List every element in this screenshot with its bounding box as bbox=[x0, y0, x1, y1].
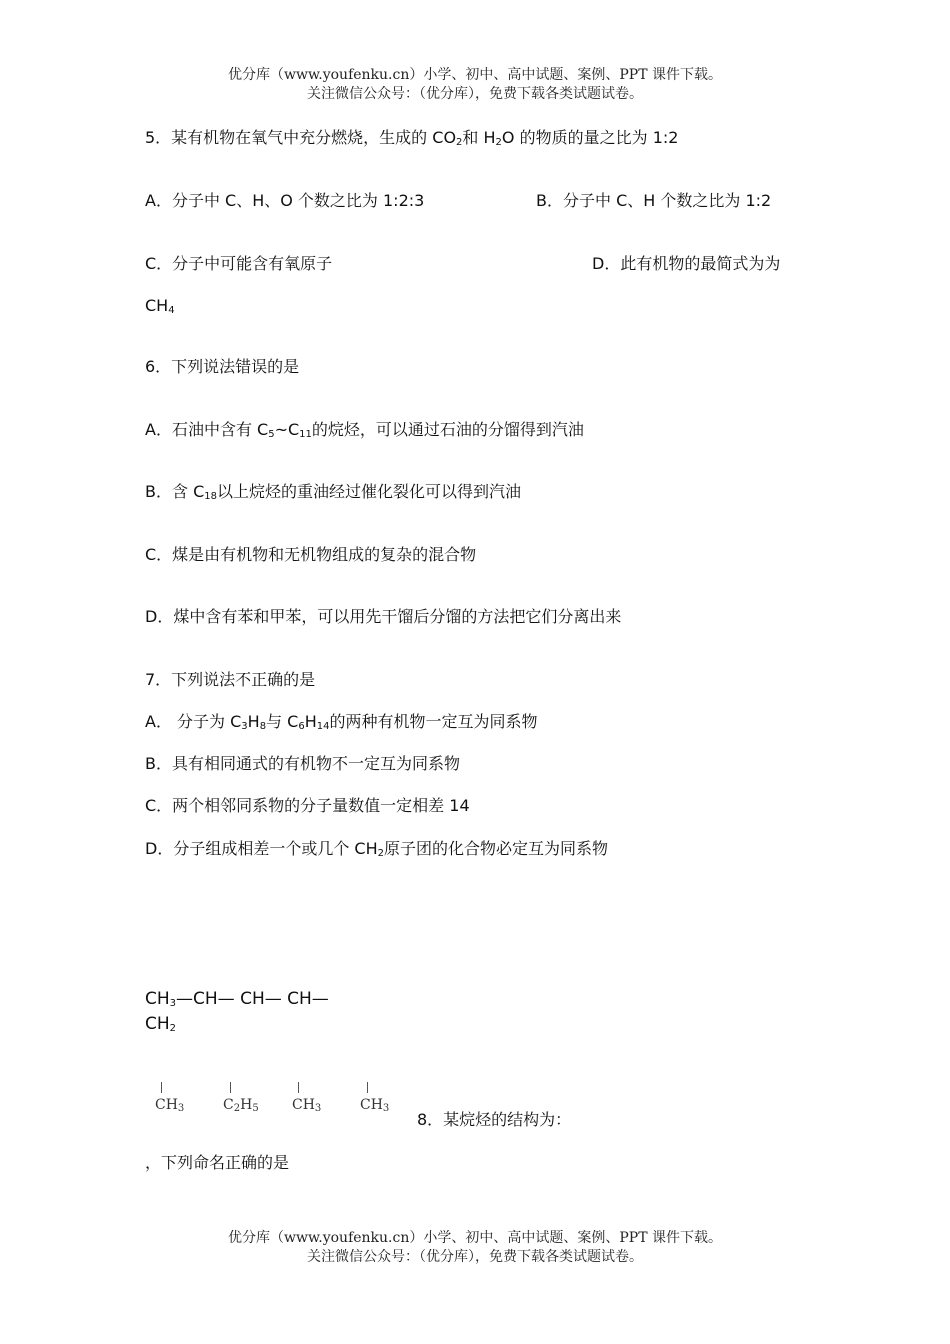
substituent-ch3-1: $CH_3$ bbox=[155, 1097, 185, 1114]
q7-option-c: C．两个相邻同系物的分子量数值一定相差 14 bbox=[145, 796, 470, 815]
footer-line-1: 优分库（www.youfenku.cn）小学、初中、高中试题、案例、PPT 课件下载。 bbox=[227, 1230, 722, 1246]
footer-line-2: 关注微信公众号：（优分库），免费下载各类试题试卷。 bbox=[307, 1249, 643, 1265]
q5-option-a: A．分子中 C、H、O 个数之比为 1:2:3 bbox=[145, 191, 425, 210]
header-line-1: 优分库（www.youfenku.cn）小学、初中、高中试题、案例、PPT 课件下载。 bbox=[227, 67, 722, 83]
q6-option-a: A．石油中含有 $C_5\sim C_{11}$的烷烃，可以通过石油的分馏得到汽油 bbox=[145, 420, 584, 440]
q7-stem: 7．下列说法不正确的是 bbox=[145, 670, 316, 689]
q7-option-b: B．具有相同通式的有机物不一定互为同系物 bbox=[145, 754, 460, 773]
header-line-2: 关注微信公众号：（优分库），免费下载各类试题试卷。 bbox=[307, 86, 643, 102]
bond-2 bbox=[230, 1082, 231, 1093]
q8-main-chain: $CH_3—CH—$ CH— CH— bbox=[145, 989, 329, 1009]
q6-option-c: C．煤是由有机物和无机物组成的复杂的混合物 bbox=[145, 545, 477, 564]
bond-3 bbox=[298, 1082, 299, 1093]
q5-option-b: B．分子中 C、H 个数之比为 1:2 bbox=[536, 191, 772, 210]
q8-stem-cont: ，下列命名正确的是 bbox=[145, 1153, 290, 1172]
q5-option-c: C．分子中可能含有氧原子 bbox=[145, 254, 333, 273]
bond-4 bbox=[367, 1082, 368, 1093]
q6-stem: 6．下列说法错误的是 bbox=[145, 357, 300, 376]
q5-option-d-formula: $CH_4$ bbox=[145, 296, 175, 316]
bond-1 bbox=[161, 1082, 162, 1093]
q8-stem: 8．某烷烃的结构为： bbox=[417, 1110, 572, 1129]
q7-option-d: D．分子组成相差一个或几个 $CH_2$原子团的化合物必定互为同系物 bbox=[145, 839, 609, 859]
substituent-ch3-2: $CH_3$ bbox=[292, 1097, 322, 1114]
q6-option-d: D．煤中含有苯和甲苯，可以用先干馏后分馏的方法把它们分离出来 bbox=[145, 607, 622, 626]
q5-stem: 5．某有机物在氧气中充分燃烧，生成的 $CO_2$和 $H_2O$ 的物质的量之比为 1:2 bbox=[145, 128, 679, 148]
substituent-ch3-3: $CH_3$ bbox=[360, 1097, 390, 1114]
q7-option-a: A． 分子为 $C_3H_8$与 $C_6H_{14}$的两种有机物一定互为同系物 bbox=[145, 712, 538, 732]
q8-main-chain-end: $CH_2$ bbox=[145, 1014, 177, 1034]
q6-option-b: B．含 $C_{18}$以上烷烃的重油经过催化裂化可以得到汽油 bbox=[145, 482, 521, 502]
substituent-c2h5: $C_2H_5$ bbox=[223, 1097, 259, 1114]
q5-option-d: D．此有机物的最简式为为 bbox=[592, 254, 781, 273]
